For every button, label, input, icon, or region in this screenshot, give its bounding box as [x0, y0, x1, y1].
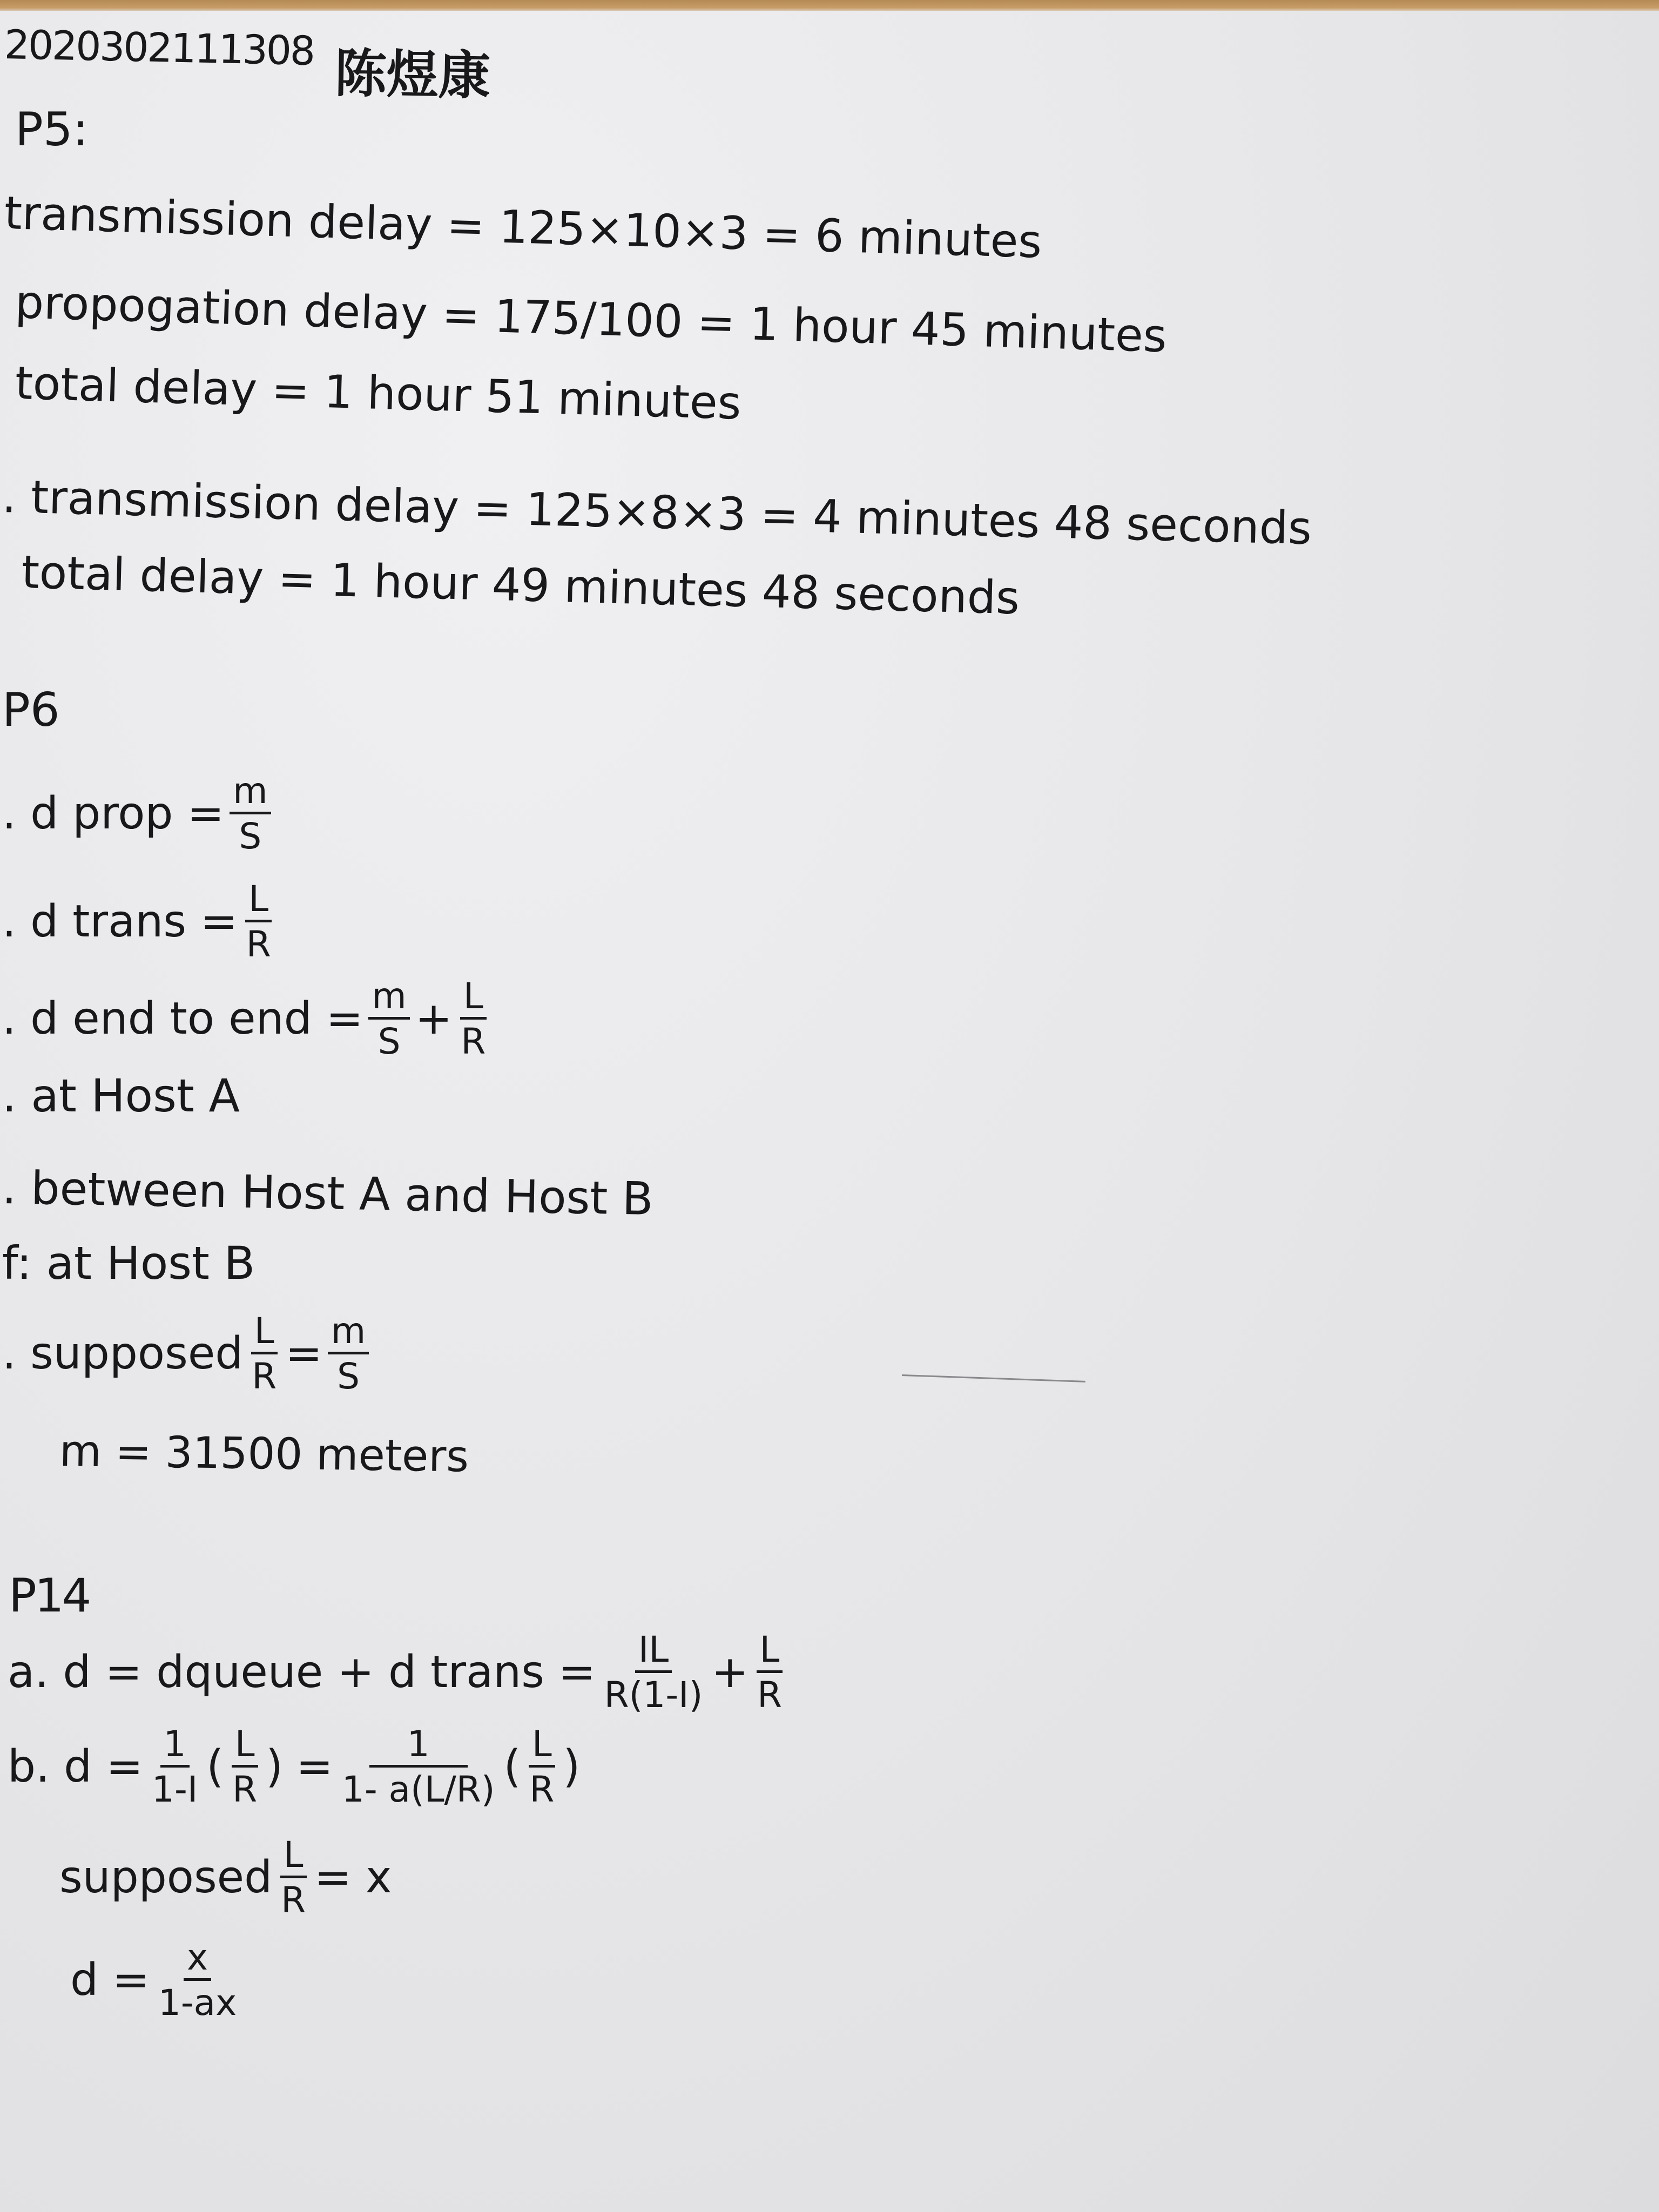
p14-a-fraction-2	[754, 1631, 785, 1714]
p14-b-fraction-2	[339, 1725, 498, 1809]
p14-d-result	[70, 1939, 245, 2022]
p14-a-prefix: a. d = dqueue + d trans =	[8, 1647, 596, 1698]
p6-a-dprop	[2, 770, 276, 858]
p6-a-numerator: m	[230, 772, 271, 814]
p14-a-numerator-2: L	[757, 1631, 783, 1673]
p14-b-paren2-open: (	[503, 1741, 521, 1793]
p14-b-delay	[8, 1725, 580, 1809]
p6-g-numerator-2: m	[328, 1312, 369, 1354]
p14-b-denominator-1: 1-I	[152, 1769, 198, 1811]
p14-b-numerator-1: 1	[160, 1725, 190, 1768]
p14-b-paren2-denominator: R	[529, 1769, 555, 1811]
p14-b-paren2-close: )	[563, 1741, 581, 1793]
p14-b-numerator-2: 1	[369, 1725, 468, 1768]
p5-propagation-delay: propogation delay = 175/100 = 1 hour 45 minutes	[14, 275, 1168, 363]
p6-g-equals: =	[285, 1328, 322, 1380]
p14-d-denominator: 1-ax	[158, 1982, 237, 2024]
p6-g-fraction-1	[248, 1310, 280, 1398]
p6-b-prefix: . d trans =	[2, 896, 238, 948]
p6-b-numerator: L	[245, 880, 272, 922]
p14-b-paren-denominator: R	[232, 1769, 258, 1811]
p14-supposed-numerator: L	[280, 1836, 307, 1878]
p6-c-dendtoend	[2, 977, 494, 1061]
student-id: 2020302111308	[4, 22, 314, 75]
p6-title: P6	[2, 683, 60, 737]
p6-d-at-host-a: . at Host A	[2, 1069, 240, 1122]
p6-g-fraction-2	[328, 1310, 369, 1398]
p14-a-plus: +	[711, 1647, 749, 1698]
p6-a-fraction	[230, 770, 271, 858]
p6-c-numerator-2: L	[460, 977, 487, 1020]
p14-d-prefix: d =	[70, 1954, 150, 2006]
p14-a-denominator-1: R(1-I)	[604, 1674, 703, 1716]
p14-a-denominator-2: R	[757, 1674, 782, 1716]
p14-b-paren-fraction	[229, 1725, 260, 1809]
p14-b-equals: =	[296, 1741, 333, 1793]
p14-b-paren-numerator: L	[232, 1725, 258, 1768]
p6-c-fraction-2	[457, 977, 489, 1061]
p5-total-delay-b: total delay = 1 hour 49 minutes 48 seconds	[21, 545, 1021, 625]
p14-a-delay	[8, 1631, 791, 1714]
p14-b-denominator-2: 1- a(L/R)	[341, 1769, 495, 1811]
p6-b-denominator: R	[246, 923, 271, 966]
p14-b-paren-close: )	[266, 1741, 284, 1793]
p6-b-dtrans	[2, 878, 280, 966]
p14-title: P14	[9, 1569, 90, 1623]
p5-transmission-delay-a: transmission delay = 125×10×3 = 6 minutes	[3, 186, 1043, 268]
p6-c-fraction-1	[368, 977, 409, 1061]
p14-a-numerator-1: IL	[635, 1631, 672, 1673]
p14-supposed-fraction	[278, 1836, 309, 1919]
p6-c-denominator-1: S	[377, 1021, 401, 1063]
p6-a-prefix: . d prop =	[2, 788, 225, 840]
student-name: 陈煜康	[334, 43, 491, 107]
p14-supposed-prefix: supposed	[59, 1852, 273, 1904]
p6-g-prefix: . supposed	[2, 1328, 244, 1380]
p6-e-between-hosts: . between Host A and Host B	[2, 1161, 654, 1226]
p6-g-denominator-1: R	[252, 1355, 277, 1398]
p6-b-fraction	[243, 878, 274, 966]
p5-title: P5:	[15, 103, 89, 157]
p14-supposed	[59, 1836, 392, 1919]
p6-c-prefix: . d end to end =	[2, 993, 363, 1045]
p6-g-denominator-2: S	[337, 1355, 360, 1398]
p14-a-fraction-1	[601, 1631, 706, 1714]
p14-b-paren2-fraction	[526, 1725, 557, 1809]
p6-c-denominator-2: R	[461, 1021, 486, 1063]
p6-c-numerator-1: m	[368, 977, 409, 1020]
p14-d-fraction	[155, 1939, 240, 2022]
p14-supposed-suffix: = x	[314, 1852, 392, 1904]
p14-b-paren-open: (	[206, 1741, 224, 1793]
p5-total-delay-a: total delay = 1 hour 51 minutes	[14, 356, 742, 430]
p6-a-denominator: S	[239, 815, 262, 858]
p6-g-supposed	[2, 1310, 374, 1398]
p5-transmission-delay-b: . transmission delay = 125×8×3 = 4 minutes 48 seconds	[1, 470, 1313, 555]
p6-g-numerator-1: L	[251, 1312, 278, 1354]
p14-b-paren2-numerator: L	[529, 1725, 555, 1768]
p6-f-at-host-b: f: at Host B	[2, 1237, 255, 1290]
p6-m-result: m = 31500 meters	[59, 1426, 469, 1482]
p6-c-plus: +	[415, 993, 453, 1045]
p14-d-numerator: x	[184, 1939, 211, 1981]
p14-b-prefix: b. d =	[8, 1741, 144, 1793]
p14-supposed-denominator: R	[281, 1879, 306, 1921]
p14-b-fraction-1	[149, 1725, 201, 1809]
